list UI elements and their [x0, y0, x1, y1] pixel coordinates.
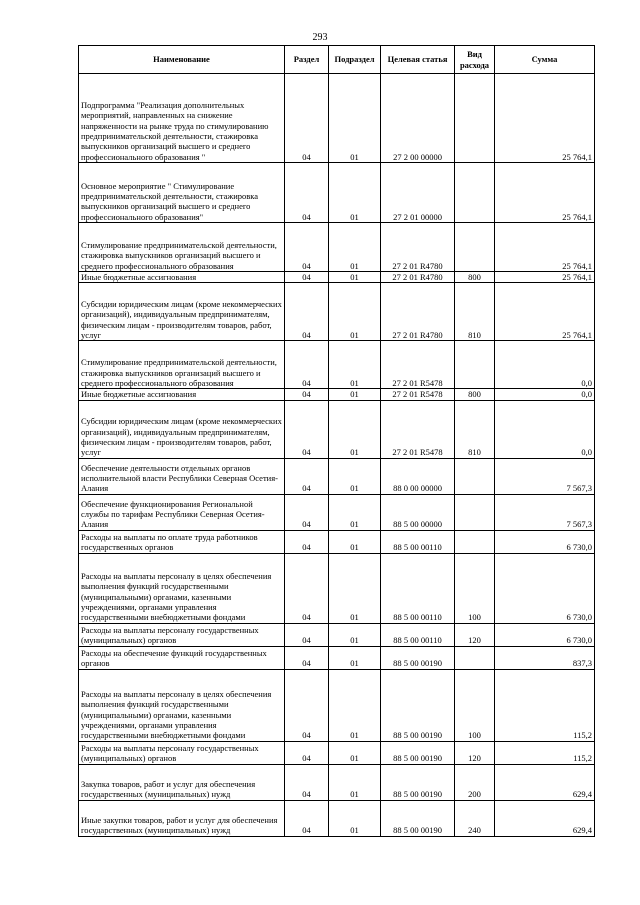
table-row [79, 494, 595, 530]
row-subsection: 01 [329, 669, 381, 741]
row-amount: 0,0 [495, 341, 595, 389]
row-expense-type [455, 494, 495, 530]
row-name: Расходы на выплаты персоналу государственных (муниципальных) органов [79, 623, 285, 646]
row-target-article: 27 2 00 00000 [381, 74, 455, 163]
budget-table [78, 45, 595, 837]
column-header-section: Раздел [285, 46, 329, 74]
row-section: 04 [285, 389, 329, 400]
row-subsection: 01 [329, 458, 381, 494]
row-target-article: 27 2 01 R5478 [381, 400, 455, 458]
row-amount: 837,3 [495, 646, 595, 669]
column-header-name: Наименование [79, 46, 285, 74]
row-target-article: 27 2 01 R5478 [381, 389, 455, 400]
row-subsection: 01 [329, 623, 381, 646]
table-row [79, 741, 595, 764]
row-name: Подпрограмма "Реализация дополнительных мероприятий, направленных на снижение напряженности на рынке труда по стимулированию предпринимательской деятельности, стажировка выпускников организаций высшего и среднего профессионального образования " [79, 74, 285, 163]
row-subsection: 01 [329, 764, 381, 800]
row-expense-type [455, 458, 495, 494]
row-expense-type: 810 [455, 283, 495, 341]
row-target-article: 88 5 00 00110 [381, 553, 455, 623]
row-target-article: 27 2 01 R4780 [381, 223, 455, 272]
row-target-article: 88 5 00 00000 [381, 494, 455, 530]
row-expense-type: 200 [455, 764, 495, 800]
row-name: Расходы на выплаты персоналу государственных (муниципальных) органов [79, 741, 285, 764]
row-subsection: 01 [329, 283, 381, 341]
row-target-article: 88 5 00 00190 [381, 669, 455, 741]
row-subsection: 01 [329, 800, 381, 836]
row-section: 04 [285, 74, 329, 163]
row-name: Стимулирование предпринимательской деятельности, стажировка выпускников организаций высшего и среднего профессионального образования [79, 223, 285, 272]
column-header-target-article: Целевая статья [381, 46, 455, 74]
row-amount: 7 567,3 [495, 458, 595, 494]
row-name: Иные бюджетные ассигнования [79, 389, 285, 400]
row-name: Иные закупки товаров, работ и услуг для обеспечения государственных (муниципальных) нужд [79, 800, 285, 836]
row-target-article: 88 5 00 00110 [381, 530, 455, 553]
row-section: 04 [285, 341, 329, 389]
row-section: 04 [285, 494, 329, 530]
row-amount: 25 764,1 [495, 163, 595, 223]
row-expense-type [455, 74, 495, 163]
row-subsection: 01 [329, 400, 381, 458]
table-row [79, 223, 595, 272]
row-subsection: 01 [329, 741, 381, 764]
row-section: 04 [285, 741, 329, 764]
row-section: 04 [285, 764, 329, 800]
row-expense-type [455, 646, 495, 669]
row-subsection: 01 [329, 389, 381, 400]
row-subsection: 01 [329, 74, 381, 163]
row-expense-type: 810 [455, 400, 495, 458]
row-subsection: 01 [329, 646, 381, 669]
row-name: Расходы на выплаты по оплате труда работников государственных органов [79, 530, 285, 553]
row-section: 04 [285, 553, 329, 623]
row-amount: 6 730,0 [495, 530, 595, 553]
row-expense-type [455, 163, 495, 223]
row-name: Расходы на выплаты персоналу в целях обеспечения выполнения функций государственными (муниципальными) органами, казенными учреждениями, органами управления государственными внебюджетными фондами [79, 669, 285, 741]
table-row [79, 669, 595, 741]
row-subsection: 01 [329, 272, 381, 283]
table-row [79, 163, 595, 223]
row-section: 04 [285, 800, 329, 836]
row-name: Обеспечение деятельности отдельных органов исполнительной власти Республики Северная Осетия-Алания [79, 458, 285, 494]
row-section: 04 [285, 530, 329, 553]
row-expense-type [455, 341, 495, 389]
row-subsection: 01 [329, 163, 381, 223]
row-amount: 25 764,1 [495, 223, 595, 272]
row-expense-type: 120 [455, 741, 495, 764]
row-name: Иные бюджетные ассигнования [79, 272, 285, 283]
row-target-article: 27 2 01 R4780 [381, 283, 455, 341]
row-section: 04 [285, 223, 329, 272]
table-row [79, 341, 595, 389]
table-row [79, 400, 595, 458]
row-section: 04 [285, 623, 329, 646]
row-target-article: 88 0 00 00000 [381, 458, 455, 494]
row-subsection: 01 [329, 223, 381, 272]
row-amount: 629,4 [495, 764, 595, 800]
table-row [79, 389, 595, 400]
row-target-article: 27 2 01 R4780 [381, 272, 455, 283]
row-section: 04 [285, 458, 329, 494]
table-row [79, 553, 595, 623]
row-target-article: 88 5 00 00190 [381, 800, 455, 836]
table-row [79, 530, 595, 553]
table-row [79, 764, 595, 800]
table-row [79, 646, 595, 669]
row-target-article: 88 5 00 00110 [381, 623, 455, 646]
row-section: 04 [285, 272, 329, 283]
row-name: Расходы на выплаты персоналу в целях обеспечения выполнения функций государственными (муниципальными) органами, казенными учреждениями, органами управления государственными внебюджетными фондами [79, 553, 285, 623]
row-amount: 6 730,0 [495, 623, 595, 646]
row-expense-type: 120 [455, 623, 495, 646]
row-amount: 6 730,0 [495, 553, 595, 623]
table-row [79, 623, 595, 646]
row-amount: 629,4 [495, 800, 595, 836]
row-subsection: 01 [329, 553, 381, 623]
row-subsection: 01 [329, 494, 381, 530]
row-amount: 115,2 [495, 741, 595, 764]
row-subsection: 01 [329, 530, 381, 553]
row-expense-type: 100 [455, 553, 495, 623]
row-subsection: 01 [329, 341, 381, 389]
row-name: Стимулирование предпринимательской деятельности, стажировка выпускников организаций высшего и среднего профессионального образования [79, 341, 285, 389]
table-row [79, 458, 595, 494]
row-section: 04 [285, 163, 329, 223]
row-amount: 7 567,3 [495, 494, 595, 530]
column-header-amount: Сумма [495, 46, 595, 74]
row-name: Обеспечение функционирования Региональной службы по тарифам Республики Северная Осетия-Алания [79, 494, 285, 530]
row-expense-type [455, 223, 495, 272]
column-header-expense-type: Вид расхода [455, 46, 495, 74]
row-amount: 0,0 [495, 400, 595, 458]
row-section: 04 [285, 669, 329, 741]
row-amount: 115,2 [495, 669, 595, 741]
row-amount: 25 764,1 [495, 283, 595, 341]
table-row [79, 272, 595, 283]
row-target-article: 27 2 01 00000 [381, 163, 455, 223]
table-header-row [79, 46, 595, 74]
row-expense-type: 240 [455, 800, 495, 836]
table-row [79, 74, 595, 163]
row-section: 04 [285, 646, 329, 669]
row-name: Основное мероприятие " Стимулирование предпринимательской деятельности, стажировка выпускников организаций высшего и среднего профессионального образования" [79, 163, 285, 223]
row-expense-type: 800 [455, 389, 495, 400]
column-header-subsection: Подраздел [329, 46, 381, 74]
table-row [79, 800, 595, 836]
row-amount: 25 764,1 [495, 272, 595, 283]
row-amount: 0,0 [495, 389, 595, 400]
table-row [79, 283, 595, 341]
row-expense-type [455, 530, 495, 553]
row-target-article: 88 5 00 00190 [381, 741, 455, 764]
row-name: Субсидии юридическим лицам (кроме некоммерческих организаций), индивидуальным предпринимателям, физическим лицам - производителям товаров, работ, услуг [79, 283, 285, 341]
row-target-article: 27 2 01 R5478 [381, 341, 455, 389]
row-name: Субсидии юридическим лицам (кроме некоммерческих организаций), индивидуальным предпринимателям, физическим лицам - производителям товаров, работ, услуг [79, 400, 285, 458]
row-target-article: 88 5 00 00190 [381, 646, 455, 669]
row-expense-type: 100 [455, 669, 495, 741]
row-name: Расходы на обеспечение функций государственных органов [79, 646, 285, 669]
row-section: 04 [285, 283, 329, 341]
row-name: Закупка товаров, работ и услуг для обеспечения государственных (муниципальных) нужд [79, 764, 285, 800]
row-amount: 25 764,1 [495, 74, 595, 163]
page-number: 293 [312, 32, 328, 43]
row-expense-type: 800 [455, 272, 495, 283]
row-section: 04 [285, 400, 329, 458]
row-target-article: 88 5 00 00190 [381, 764, 455, 800]
